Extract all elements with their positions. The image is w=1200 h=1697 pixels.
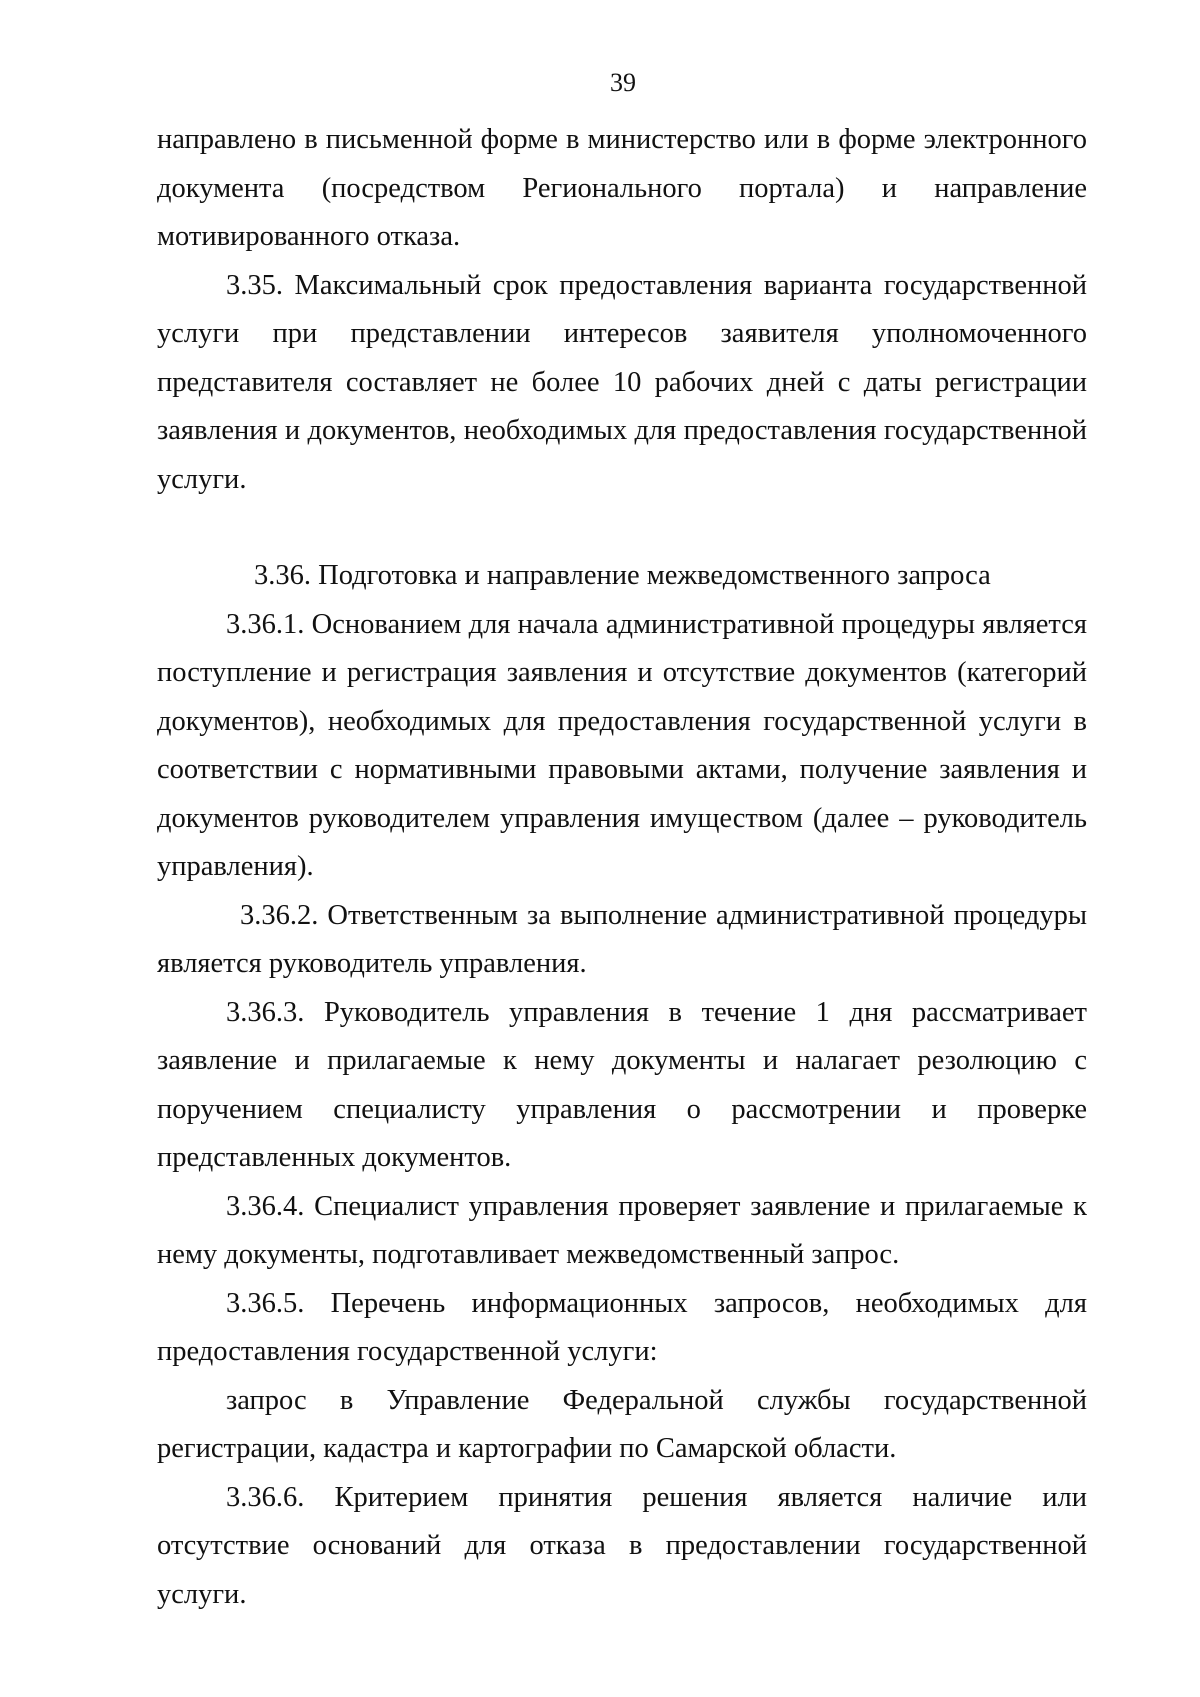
paragraph-3-36-1: 3.36.1. Основанием для начала административной процедуры является поступление и регистрация заявления и отсутствие документов (категорий документов), необходимых для предоставления государственной услуги в соответствии с нормативными правовыми актами, получение заявления и документов руководителем управления имуществом (далее – руководитель управления). <box>157 608 1087 882</box>
paragraph-3-36-3: 3.36.3. Руководитель управления в течение 1 дня рассматривает заявление и прилагаемые к нему документы и налагает резолюцию с поручением специалисту управления о рассмотрении и проверке представленных документов. <box>157 996 1087 1173</box>
section-heading-3-36: 3.36. Подготовка и направление межведомственного запроса <box>254 560 991 591</box>
paragraph-request-item: запрос в Управление Федеральной службы государственной регистрации, кадастра и картографии по Самарской области. <box>157 1384 1087 1464</box>
paragraph-continuation: направлено в письменной форме в министерство или в форме электронного документа (посредством Регионального портала) и направление мотивированного отказа. <box>157 124 1087 252</box>
page-number: 39 <box>610 68 636 97</box>
paragraph-3-36-5: 3.36.5. Перечень информационных запросов, необходимых для предоставления государственной услуги: <box>157 1287 1087 1367</box>
paragraph-3-36-2: 3.36.2. Ответственным за выполнение административной процедуры является руководитель управления. <box>157 899 1087 979</box>
paragraph-3-35: 3.35. Максимальный срок предоставления варианта государственной услуги при представлении интересов заявителя уполномоченного представителя составляет не более 10 рабочих дней с даты регистрации заявления и документов, необходимых для предоставления государственной услуги. <box>157 269 1087 495</box>
paragraph-3-36-6: 3.36.6. Критерием принятия решения является наличие или отсутствие оснований для отказа в предоставлении государственной услуги. <box>157 1481 1087 1610</box>
paragraph-3-36-4: 3.36.4. Специалист управления проверяет заявление и прилагаемые к нему документы, подготавливает межведомственный запрос. <box>157 1190 1087 1270</box>
document-body <box>157 116 1087 1619</box>
